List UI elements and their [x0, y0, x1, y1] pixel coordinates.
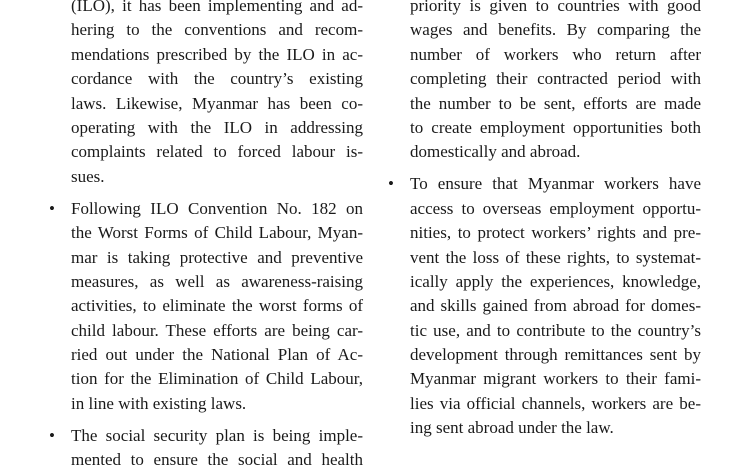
- text-line: tion for the Elimination of Child Labour,: [71, 369, 363, 389]
- text-line: hering to the conventions and recom-: [71, 20, 363, 40]
- text-line: completing their contracted period with: [410, 69, 701, 89]
- text-line: mented to ensure the social and health: [71, 450, 363, 470]
- text-line: in line with existing laws.: [71, 393, 247, 413]
- bullet-item-social-security: [49, 424, 363, 473]
- text-line: Myanmar migrant workers to their fami-: [410, 369, 701, 389]
- bullet-icon: •: [388, 174, 394, 194]
- bullet-item-overseas-employment: [388, 172, 701, 440]
- text-line: vent the loss of these rights, to systemat-: [410, 247, 701, 267]
- text-line: mar is taking protective and preventive: [71, 247, 363, 267]
- text-line: priority is given to countries with good: [410, 0, 701, 15]
- text-line: access to overseas employment opportu-: [410, 198, 701, 218]
- text-line: ically apply the experiences, knowledge,: [410, 271, 701, 291]
- text-line: mendations prescribed by the ILO in ac-: [71, 44, 363, 64]
- text-line: operating with the ILO in addressing: [71, 117, 363, 137]
- bullet-icon: •: [49, 425, 55, 445]
- text-line: the Worst Forms of Child Labour, Myan-: [71, 223, 363, 243]
- text-line: lies via official channels, workers are be-: [410, 393, 701, 413]
- left-column: [49, 0, 363, 473]
- text-line: domestically and abroad.: [410, 142, 581, 162]
- right-column: [388, 0, 701, 441]
- text-line: development through remittances sent by: [410, 345, 701, 365]
- text-line: the number to be sent, efforts are made: [410, 93, 701, 113]
- text-line: wages and benefits. By comparing the: [410, 20, 701, 40]
- text-line: child labour. These efforts are being car-: [71, 320, 363, 340]
- text-line: The social security plan is being imple-: [71, 425, 363, 445]
- bullet-icon: •: [49, 198, 55, 218]
- text-line: (ILO), it has been implementing and ad-: [71, 0, 363, 15]
- text-line: sues.: [71, 166, 105, 186]
- text-line: activities, to eliminate the worst forms of: [71, 296, 363, 316]
- text-line: complaints related to forced labour is-: [71, 142, 363, 162]
- text-line: ing sent abroad under the law.: [410, 418, 614, 438]
- text-line: cordance with the country’s existing: [71, 69, 363, 89]
- left-continuation-paragraph: [71, 0, 363, 189]
- text-line: Following ILO Convention No. 182 on: [71, 198, 363, 218]
- text-line: nities, to protect workers’ rights and pre-: [410, 223, 701, 243]
- text-line: laws. Likewise, Myanmar has been co-: [71, 93, 363, 113]
- text-line: to create employment opportunities both: [410, 117, 701, 137]
- text-line: tic use, and to contribute to the country’s: [410, 320, 701, 340]
- right-continuation-paragraph: [410, 0, 701, 165]
- text-line: and skills gained from abroad for domes-: [410, 296, 701, 316]
- text-line: number of workers who return after: [410, 44, 701, 64]
- bullet-item-child-labour: [49, 197, 363, 417]
- text-line: To ensure that Myanmar workers have: [410, 174, 701, 194]
- text-line: measures, as well as awareness-raising: [71, 271, 363, 291]
- text-line: ried out under the National Plan of Ac-: [71, 345, 363, 365]
